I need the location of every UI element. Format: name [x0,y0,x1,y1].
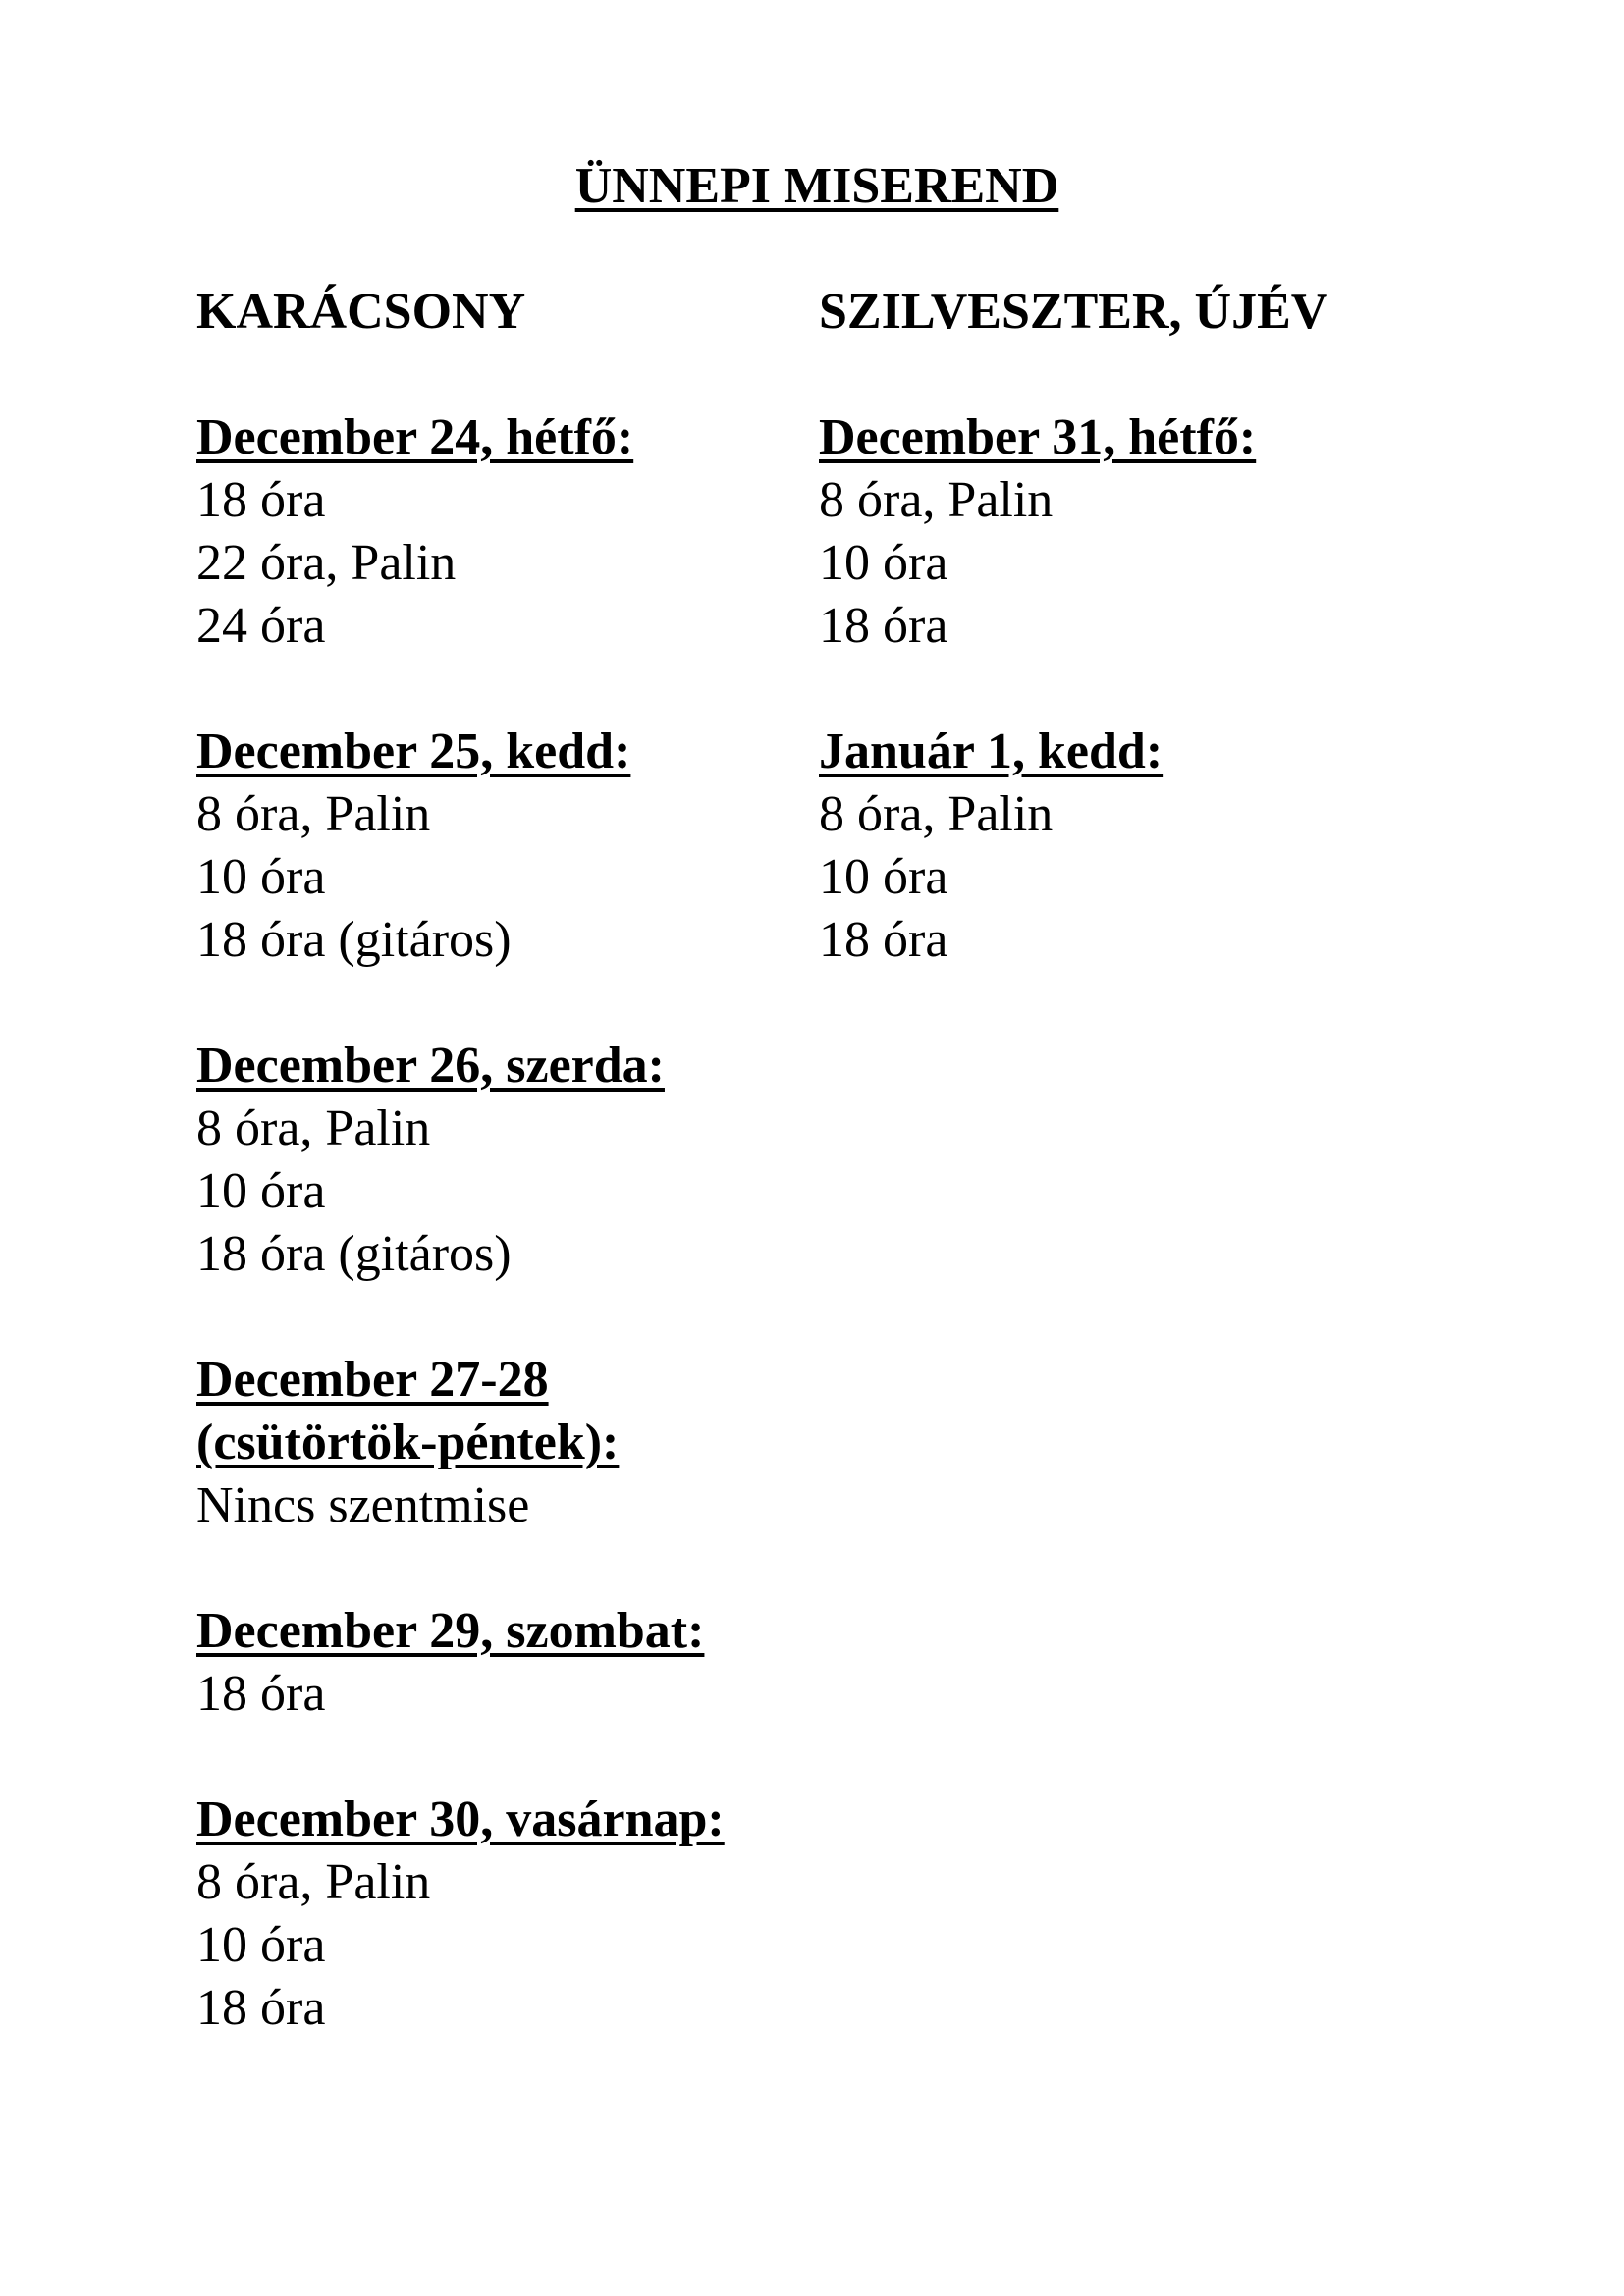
day-label-line: December 24, hétfő: [196,409,634,465]
day-label-line: December 26, szerda: [196,1038,665,1094]
section-heading: SZILVESZTER, ÚJÉV [819,284,1328,340]
mass-time: 10 óra [196,1163,326,1219]
mass-time: 10 óra [196,1917,326,1973]
day-label-line: Január 1, kedd: [819,723,1164,779]
mass-time: 18 óra (gitáros) [196,1226,512,1282]
day-label-line: December 25, kedd: [196,723,631,779]
column-szilveszter-ujev [819,281,1327,1035]
day-label [196,1600,725,1663]
mass-time: 18 óra [196,1666,326,1722]
day-block [196,1035,725,1286]
mass-time: 10 óra [819,535,948,591]
mass-time: 18 óra (gitáros) [196,912,512,968]
mass-time: 8 óra, Palin [196,786,431,842]
mass-time: 8 óra, Palin [819,786,1054,842]
mass-time: 22 óra, Palin [196,535,457,591]
page-title: ÜNNEPI MISEREND [574,158,1059,214]
day-label [819,406,1327,469]
day-block [819,721,1327,972]
day-label [819,721,1327,783]
mass-time: 18 óra [196,1980,326,2036]
mass-time: 8 óra, Palin [196,1100,431,1156]
day-label-line: December 29, szombat: [196,1603,705,1659]
day-label [196,1035,725,1097]
mass-time: 18 óra [196,472,326,528]
day-block [196,1349,725,1537]
day-label-line: (csütörtök-péntek): [196,1415,620,1470]
day-block [196,1600,725,1726]
day-block [196,1789,725,2040]
day-label [196,406,725,469]
mass-time: 10 óra [196,849,326,905]
day-label-line: December 30, vasárnap: [196,1791,725,1847]
mass-time: 24 óra [196,598,326,654]
mass-time: 10 óra [819,849,948,905]
mass-time: 8 óra, Palin [196,1854,431,1910]
mass-time: 18 óra [819,912,948,968]
day-label-line: December 31, hétfő: [819,409,1257,465]
day-label [196,1789,725,1851]
column-karacsony [196,281,725,2103]
day-label [196,721,725,783]
day-label [196,1349,725,1474]
day-block [196,721,725,972]
mass-time: Nincs szentmise [196,1477,530,1533]
day-label-line: December 27-28 [196,1352,549,1408]
mass-time: 8 óra, Palin [819,472,1054,528]
mass-time: 18 óra [819,598,948,654]
day-block [196,406,725,658]
day-block [819,406,1327,658]
section-heading: KARÁCSONY [196,284,526,340]
